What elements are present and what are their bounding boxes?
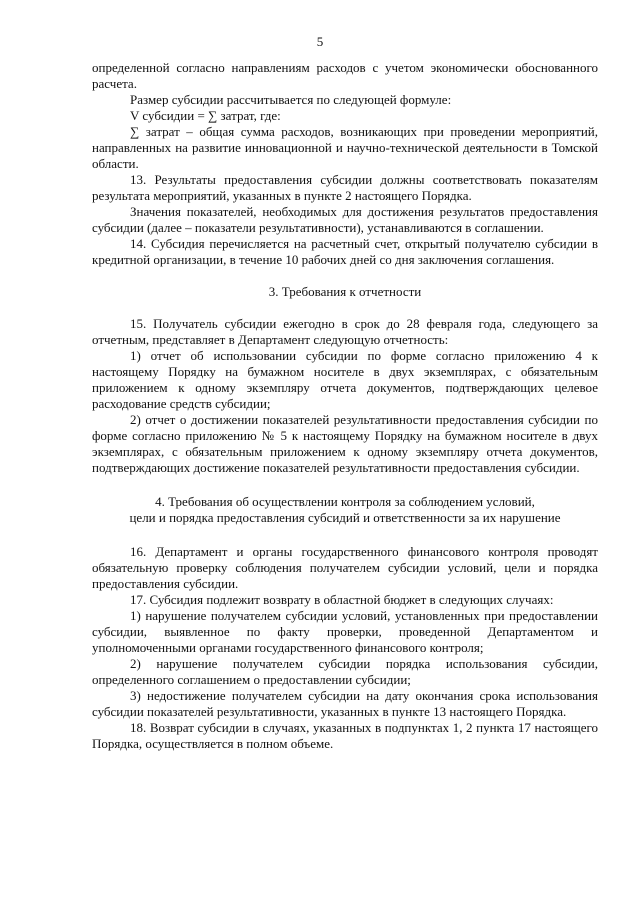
paragraph-formula-definition: ∑ затрат – общая сумма расходов, возникающих при проведении мероприятий, направленных на развитие инновационной и научно-технической деятельности в Томской области. bbox=[92, 124, 598, 171]
document-body bbox=[92, 60, 598, 752]
paragraph-continuation: определенной согласно направлениям расходов с учетом экономически обоснованного расчета. bbox=[92, 60, 598, 91]
paragraph-13: 13. Результаты предоставления субсидии должны соответствовать показателям результата мероприятий, указанных в пункте 2 настоящего Порядка. bbox=[92, 172, 598, 203]
paragraph-15-item-1: 1) отчет об использовании субсидии по форме согласно приложению 4 к настоящему Порядку на бумажном носителе в двух экземплярах, с обязательным приложением к одному экземпляру отчета документов, подтверждающих целевое расходование средств субсидии; bbox=[92, 348, 598, 411]
paragraph-18: 18. Возврат субсидии в случаях, указанных в подпунктах 1, 2 пункта 17 настоящего Порядка, осуществляется в полном объеме. bbox=[92, 720, 598, 751]
section-4-heading-line-2: цели и порядка предоставления субсидий и ответственности за их нарушение bbox=[129, 510, 561, 525]
paragraph-15-item-2: 2) отчет о достижении показателей результативности предоставления субсидии по форме согласно приложению № 5 к настоящему Порядку на бумажном носителе в двух экземплярах, с обязательным приложением к одному экземпляру отчета документов, подтверждающих достижение показателей результативности предоставления субсидии. bbox=[92, 412, 598, 475]
section-4-heading-line-1: 4. Требования об осуществлении контроля за соблюдением условий, bbox=[155, 494, 535, 509]
paragraph-14: 14. Субсидия перечисляется на расчетный счет, открытый получателю субсидии в кредитной организации, в течение 10 рабочих дней со дня заключения соглашения. bbox=[92, 236, 598, 267]
paragraph-17-item-1: 1) нарушение получателем субсидии условий, установленных при предоставлении субсидии, выявленное по факту проверки, проведенной Департаментом и уполномоченными органами государственного финансового контроля; bbox=[92, 608, 598, 655]
paragraph-formula-intro: Размер субсидии рассчитывается по следующей формуле: bbox=[130, 92, 452, 107]
paragraph-17-item-2: 2) нарушение получателем субсидии порядка использования субсидии, определенного соглашением о предоставлении субсидии; bbox=[92, 656, 598, 687]
paragraph-indicators: Значения показателей, необходимых для достижения результатов предоставления субсидии (далее – показатели результативности), устанавливаются в соглашении. bbox=[92, 204, 598, 235]
paragraph-16: 16. Департамент и органы государственного финансового контроля проводят обязательную проверку соблюдения получателем субсидии условий, цели и порядка предоставления субсидии. bbox=[92, 544, 598, 591]
formula-line: V субсидии = ∑ затрат, где: bbox=[130, 108, 281, 123]
paragraph-15: 15. Получатель субсидии ежегодно в срок до 28 февраля года, следующего за отчетным, представляет в Департамент следующую отчетность: bbox=[92, 316, 598, 347]
section-3-heading: 3. Требования к отчетности bbox=[268, 284, 422, 299]
paragraph-17: 17. Субсидия подлежит возврату в областной бюджет в следующих случаях: bbox=[130, 592, 554, 607]
page-number: 5 bbox=[316, 34, 324, 49]
paragraph-17-item-3: 3) недостижение получателем субсидии на дату окончания срока использования субсидии показателей результативности, указанных в пункте 13 настоящего Порядка. bbox=[92, 688, 598, 719]
